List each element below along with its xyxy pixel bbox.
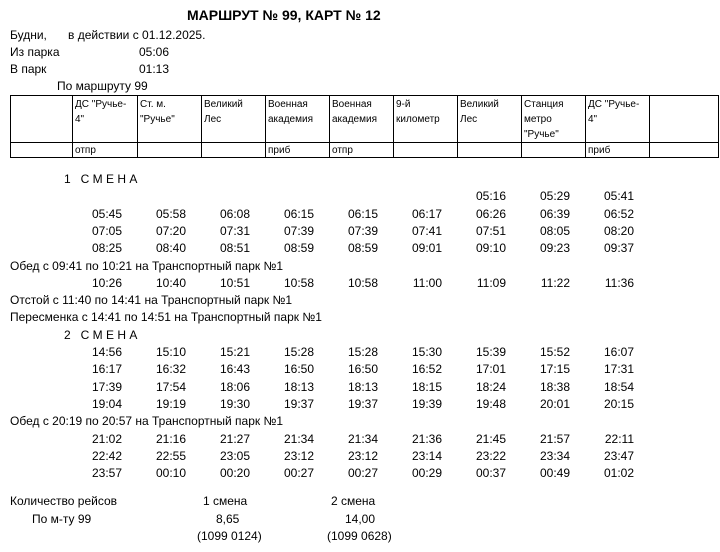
time-cell: 19:37	[347, 397, 378, 411]
time-cell: 15:21	[219, 345, 250, 359]
time-cell: 18:54	[603, 380, 634, 394]
time-cell: 19:19	[155, 397, 186, 411]
time-cell: 10:58	[283, 276, 314, 290]
time-cell: 21:02	[91, 432, 122, 446]
stop-name-header	[330, 96, 394, 143]
stop-mark-header-text: приб	[588, 145, 611, 156]
trip-row	[0, 432, 720, 447]
stop-mark-header	[266, 143, 330, 158]
time-cell: 07:20	[155, 224, 186, 238]
trip-row	[0, 380, 720, 395]
time-cell: 19:39	[411, 397, 442, 411]
time-cell: 17:15	[539, 362, 570, 376]
trip-row	[0, 241, 720, 256]
time-cell: 22:11	[604, 432, 634, 446]
time-cell: 00:10	[155, 466, 186, 480]
stop-mark-header-text: приб	[268, 145, 291, 156]
from-park-time: 05:06	[139, 45, 170, 59]
page-title: МАРШРУТ № 99, КАРТ № 12	[187, 7, 381, 23]
stop-name-header-text: 9-й километр	[396, 99, 440, 125]
stop-mark-header-text: отпр	[75, 145, 96, 156]
trip-row	[0, 276, 720, 291]
from-park-label: Из парка	[10, 45, 60, 59]
header-empty-cell	[650, 143, 719, 158]
time-cell: 11:09	[476, 276, 506, 290]
to-park-time: 01:13	[139, 62, 170, 76]
time-cell: 05:29	[539, 189, 570, 203]
stop-mark-header	[458, 143, 522, 158]
trip-row	[0, 207, 720, 222]
header-empty-cell	[11, 96, 73, 143]
time-cell: 21:34	[283, 432, 314, 446]
shift-heading: 2 С М Е Н А	[64, 328, 138, 342]
time-cell: 18:15	[411, 380, 442, 394]
time-cell: 21:34	[347, 432, 378, 446]
shift-heading: 1 С М Е Н А	[64, 172, 138, 186]
time-cell: 19:30	[219, 397, 250, 411]
stop-mark-header	[394, 143, 458, 158]
stop-name-header-text: ДС "Ручье- 4"	[588, 99, 640, 125]
time-cell: 23:12	[347, 449, 378, 463]
time-cell: 06:15	[347, 207, 378, 221]
time-cell: 15:39	[475, 345, 506, 359]
stop-mark-header	[138, 143, 202, 158]
to-park-label: В парк	[10, 62, 47, 76]
route-label: По маршруту 99	[57, 79, 148, 93]
time-cell: 00:49	[539, 466, 570, 480]
time-cell: 08:25	[91, 241, 122, 255]
time-cell: 17:31	[603, 362, 634, 376]
break-note: Обед с 20:19 по 20:57 на Транспортный парк №1	[10, 414, 283, 428]
time-cell: 23:12	[283, 449, 314, 463]
time-cell: 01:02	[603, 466, 634, 480]
summary-shift2-label: 2 смена	[331, 494, 376, 508]
time-cell: 18:38	[539, 380, 570, 394]
summary-title: Количество рейсов	[10, 494, 118, 508]
time-cell: 21:45	[475, 432, 506, 446]
time-cell: 09:23	[539, 241, 570, 255]
time-cell: 15:28	[347, 345, 378, 359]
time-cell: 07:31	[219, 224, 250, 238]
stop-name-header-text: Станция метро "Ручье"	[524, 99, 564, 140]
summary-shift1-label: 1 смена	[203, 494, 248, 508]
time-cell: 00:20	[219, 466, 250, 480]
time-cell: 16:07	[603, 345, 634, 359]
time-cell: 23:22	[475, 449, 506, 463]
break-note: Обед с 09:41 по 10:21 на Транспортный парк №1	[10, 259, 283, 273]
time-cell: 10:26	[91, 276, 122, 290]
time-cell: 00:29	[411, 466, 442, 480]
time-cell: 15:30	[411, 345, 442, 359]
stop-mark-header	[202, 143, 266, 158]
stop-name-header-text: Военная академия	[332, 99, 377, 125]
time-cell: 16:43	[219, 362, 250, 376]
time-cell: 09:37	[603, 241, 634, 255]
header-empty-cell	[11, 143, 73, 158]
stop-name-header-text: Великий Лес	[204, 99, 243, 125]
time-cell: 16:52	[411, 362, 442, 376]
time-cell: 15:28	[283, 345, 314, 359]
time-cell: 08:59	[283, 241, 314, 255]
stop-name-header	[586, 96, 650, 143]
time-cell: 07:39	[347, 224, 378, 238]
stops-header-table	[10, 95, 719, 158]
time-cell: 22:55	[155, 449, 186, 463]
time-cell: 21:16	[155, 432, 186, 446]
stop-name-header-text: Великий Лес	[460, 99, 499, 125]
time-cell: 05:45	[91, 207, 122, 221]
time-cell: 23:14	[411, 449, 442, 463]
trip-row	[0, 466, 720, 481]
summary-shift2-value: 14,00	[345, 512, 376, 526]
time-cell: 20:01	[539, 397, 570, 411]
time-cell: 08:05	[539, 224, 570, 238]
time-cell: 21:27	[219, 432, 250, 446]
time-cell: 15:10	[155, 345, 186, 359]
stop-name-header	[202, 96, 266, 143]
time-cell: 18:06	[219, 380, 250, 394]
time-cell: 23:05	[219, 449, 250, 463]
stop-name-header	[522, 96, 586, 143]
time-cell: 08:20	[603, 224, 634, 238]
time-cell: 23:57	[91, 466, 122, 480]
header-empty-cell	[650, 96, 719, 143]
time-cell: 21:57	[539, 432, 570, 446]
time-cell: 09:01	[411, 241, 442, 255]
valid-from: в действии с 01.12.2025.	[68, 28, 206, 42]
time-cell: 05:58	[155, 207, 186, 221]
stop-mark-header	[522, 143, 586, 158]
stop-mark-header	[73, 143, 138, 158]
time-cell: 17:39	[91, 380, 122, 394]
time-cell: 23:34	[539, 449, 570, 463]
day-type: Будни,	[10, 28, 47, 42]
trip-row	[0, 224, 720, 239]
time-cell: 06:52	[603, 207, 634, 221]
stop-name-header	[394, 96, 458, 143]
trip-row	[0, 362, 720, 377]
stop-name-header	[266, 96, 330, 143]
time-cell: 15:52	[539, 345, 570, 359]
summary-shift1-code: (1099 0124)	[197, 529, 262, 543]
stop-mark-header	[330, 143, 394, 158]
time-cell: 18:24	[475, 380, 506, 394]
time-cell: 11:36	[604, 276, 634, 290]
stop-mark-header	[586, 143, 650, 158]
summary-route-label: По м-ту 99	[32, 512, 92, 526]
stop-name-header	[458, 96, 522, 143]
break-note: Отстой с 11:40 по 14:41 на Транспортный парк №1	[10, 293, 293, 307]
time-cell: 16:50	[283, 362, 314, 376]
time-cell: 08:59	[347, 241, 378, 255]
time-cell: 19:48	[475, 397, 506, 411]
time-cell: 16:32	[155, 362, 186, 376]
time-cell: 18:13	[283, 380, 314, 394]
stop-name-header	[138, 96, 202, 143]
time-cell: 06:39	[539, 207, 570, 221]
time-cell: 14:56	[91, 345, 122, 359]
time-cell: 22:42	[91, 449, 122, 463]
summary-shift1-value: 8,65	[216, 512, 240, 526]
time-cell: 08:40	[155, 241, 186, 255]
stop-name-header	[73, 96, 138, 143]
summary-shift2-code: (1099 0628)	[327, 529, 392, 543]
time-cell: 10:58	[347, 276, 378, 290]
time-cell: 17:54	[155, 380, 186, 394]
time-cell: 06:15	[283, 207, 314, 221]
time-cell: 00:27	[283, 466, 314, 480]
time-cell: 00:37	[475, 466, 506, 480]
time-cell: 06:17	[411, 207, 442, 221]
time-cell: 23:47	[603, 449, 634, 463]
time-cell: 11:22	[540, 276, 570, 290]
time-cell: 06:08	[219, 207, 250, 221]
time-cell: 16:50	[347, 362, 378, 376]
time-cell: 07:41	[411, 224, 442, 238]
time-cell: 16:17	[91, 362, 122, 376]
time-cell: 00:27	[347, 466, 378, 480]
stop-name-header-text: ДС "Ручье- 4"	[75, 99, 127, 125]
time-cell: 10:40	[155, 276, 186, 290]
time-cell: 18:13	[347, 380, 378, 394]
time-cell: 17:01	[475, 362, 506, 376]
time-cell: 06:26	[475, 207, 506, 221]
stop-mark-header-text: отпр	[332, 145, 353, 156]
time-cell: 05:41	[603, 189, 634, 203]
time-cell: 19:37	[283, 397, 314, 411]
time-cell: 19:04	[91, 397, 122, 411]
stop-name-header-text: Военная академия	[268, 99, 313, 125]
time-cell: 05:16	[475, 189, 506, 203]
trip-row	[0, 345, 720, 360]
time-cell: 09:10	[475, 241, 506, 255]
time-cell: 07:51	[475, 224, 506, 238]
trip-row	[0, 189, 720, 204]
time-cell: 07:05	[91, 224, 122, 238]
time-cell: 11:00	[412, 276, 442, 290]
time-cell: 21:36	[411, 432, 442, 446]
break-note: Пересменка с 14:41 по 14:51 на Транспортный парк №1	[10, 310, 322, 324]
time-cell: 10:51	[219, 276, 250, 290]
time-cell: 07:39	[283, 224, 314, 238]
stop-name-header-text: Ст. м. "Ручье"	[140, 99, 175, 125]
trip-row	[0, 449, 720, 464]
time-cell: 08:51	[219, 241, 250, 255]
time-cell: 20:15	[603, 397, 634, 411]
trip-row	[0, 397, 720, 412]
